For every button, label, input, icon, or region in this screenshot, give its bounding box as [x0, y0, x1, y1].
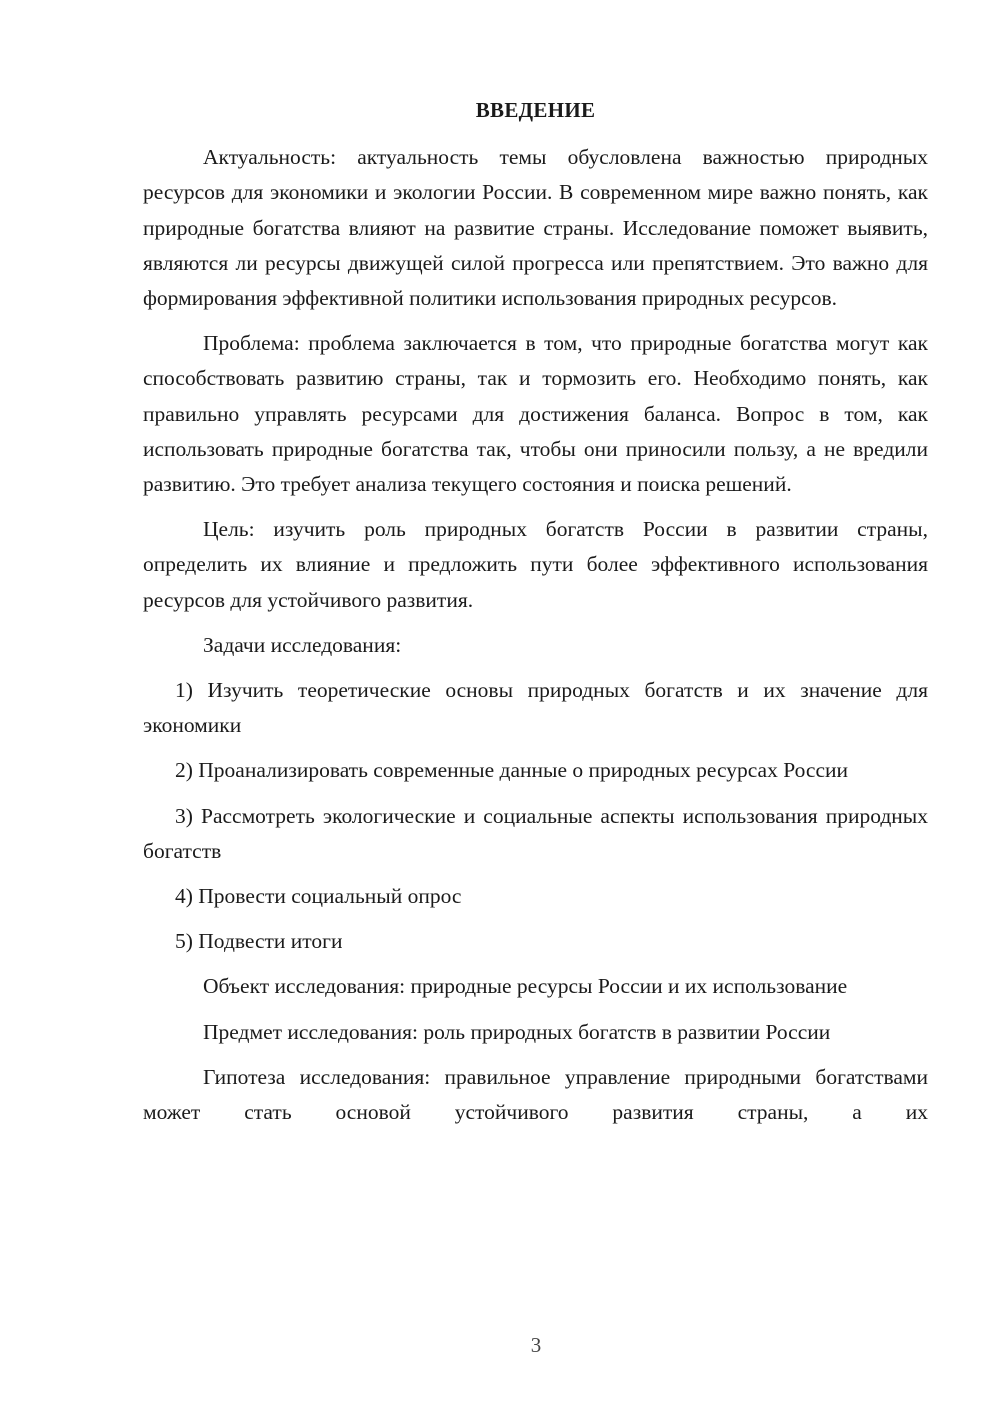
page-body: [143, 93, 928, 1130]
tasks-heading: Задачи исследования:: [203, 632, 402, 657]
goal-paragraph: Цель: изучить роль природных богатств России в развитии страны, определить их влияние и предложить пути более эффективного использования ресурсов для устойчивого развития.: [143, 517, 928, 612]
task-item-5: 5) Подвести итоги: [175, 929, 343, 954]
task-item-1: 1) Изучить теоретические основы природных богатств и их значение для экономики: [143, 678, 928, 738]
page-number: 3: [530, 1333, 542, 1357]
subject-paragraph: Предмет исследования: роль природных богатств в развитии России: [203, 1019, 831, 1044]
hypothesis-paragraph: Гипотеза исследования: правильное управление природными богатствами может стать основой устойчивого развития страны, а их: [143, 1064, 928, 1125]
task-item-2: 2) Проанализировать современные данные о природных ресурсах России: [175, 758, 849, 783]
problem-paragraph: Проблема: проблема заключается в том, что природные богатства могут как способствовать развитию страны, так и тормозить его. Необходимо понять, как правильно управлять ресурсами для достижения баланса. Вопрос в том, как использовать природные богатства так, чтобы они приносили пользу, а не вредили развитию. Это требует анализа текущего состояния и поиска решений.: [143, 331, 928, 497]
object-paragraph: Объект исследования: природные ресурсы России и их использование: [203, 974, 848, 999]
task-item-4: 4) Провести социальный опрос: [175, 884, 462, 909]
task-item-3: 3) Рассмотреть экологические и социальные аспекты использования природных богатств: [143, 803, 928, 863]
page-title: ВВЕДЕНИЕ: [475, 98, 596, 122]
relevance-paragraph: Актуальность: актуальность темы обусловлена важностью природных ресурсов для экономики и экологии России. В современном мире важно понять, как природные богатства влияют на развитие страны. Исследование поможет выявить, являются ли ресурсы движущей силой прогресса или препятствием. Это важно для формирования эффективной политики использования природных ресурсов.: [143, 145, 928, 311]
